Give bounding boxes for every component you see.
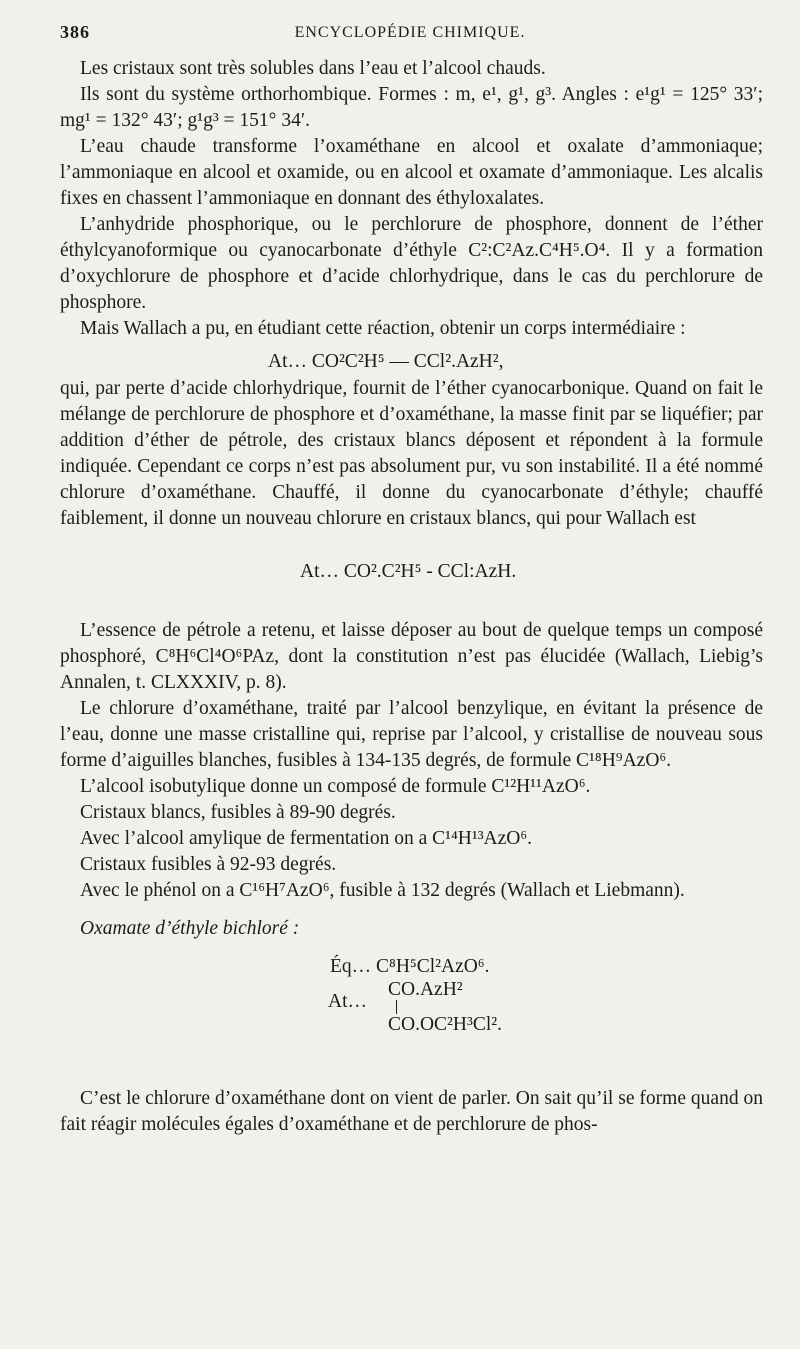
formula-bottom-group: CO.OC²H³Cl².: [388, 1014, 502, 1035]
paragraph: Les cristaux sont très solubles dans l’eau et l’alcool chauds.: [80, 58, 546, 79]
formula-intermediate: At… CO²C²H⁵ — CCl².AzH²,: [268, 351, 504, 372]
formula-wallach-chloride: At… CO².C²H⁵ - CCl:AzH.: [300, 561, 517, 582]
paragraph: L’alcool isobutylique donne un composé de formule C¹²H¹¹AzO⁶.: [80, 776, 591, 797]
formula-equivalent-line: Éq… C⁸H⁵Cl²AzO⁶.: [330, 956, 490, 977]
paragraph: Mais Wallach a pu, en étudiant cette réaction, obtenir un corps intermédiaire :: [80, 318, 686, 339]
paragraph: L’essence de pétrole a retenu, et laisse déposer au bout de quelque temps un composé phosphoré, C⁸H⁶Cl⁴O⁶PAz, dont la constitution n’est pas élucidée (Wallach, Liebig’s Annalen, t. CLXXXIV, p. 8).: [60, 620, 763, 693]
paragraph: Cristaux blancs, fusibles à 89-90 degrés.: [80, 802, 396, 823]
running-title: ENCYCLOPÉDIE CHIMIQUE.: [294, 24, 526, 41]
page-header: [60, 22, 760, 46]
page-body: [60, 56, 763, 1138]
section-heading: [60, 916, 763, 942]
paragraph: L’anhydride phosphorique, ou le perchlorure de phosphore, donnent de l’éther éthylcyanoformique ou cyanocarbonate d’éthyle C²:C²Az.C⁴H⁵.O⁴. Il y a formation d’oxychlorure de phosphore et d’acide chlorhydrique, dans le cas du perchlorure de phosphore.: [60, 214, 763, 313]
structural-formula: [60, 954, 763, 1052]
paragraph: L’eau chaude transforme l’oxaméthane en alcool et oxalate d’ammoniaque; l’ammoniaque en alcool et oxamide, ou en alcool et oxamate d’ammoniaque. Les alcalis fixes en chassent l’ammoniaque en donnant des éthyloxalates.: [60, 136, 763, 209]
page-number: 386: [60, 22, 90, 42]
paragraph: C’est le chlorure d’oxaméthane dont on vient de parler. On sait qu’il se forme quand on fait réagir molécules égales d’oxaméthane et de perchlorure de phos-: [60, 1088, 763, 1135]
paragraph: qui, par perte d’acide chlorhydrique, fournit de l’éther cyanocarbonique. Quand on fait le mélange de perchlorure de phosphore et d’oxaméthane, la masse finit par se liquéfier; par addition d’éther de pétrole, des cristaux blancs déposent et répondent à la formule indiquée. Cependant ce corps n’est pas absolument pur, vu son instabilité. Il a été nommé chlorure d’oxaméthane. Chauffé, il donne du cyanocarbonate d’éthyle; chauffé faiblement, il donne un nouveau chlorure en cristaux blancs, qui pour Wallach est: [60, 378, 763, 529]
paragraph: Ils sont du système orthorhombique. Formes : m, e¹, g¹, g³. Angles : e¹g¹ = 125° 33′; mg¹ = 132° 43′; g¹g³ = 151° 34′.: [60, 84, 763, 131]
formula-atomic-prefix: At…: [328, 991, 367, 1012]
paragraph: Avec l’alcool amylique de fermentation on a C¹⁴H¹³AzO⁶.: [80, 828, 533, 849]
formula-top-group: CO.AzH²: [388, 979, 463, 1000]
section-heading-text: Oxamate d’éthyle bichloré :: [80, 918, 300, 939]
paragraph: Avec le phénol on a C¹⁶H⁷AzO⁶, fusible à 132 degrés (Wallach et Liebmann).: [80, 880, 685, 901]
paragraph: Cristaux fusibles à 92-93 degrés.: [80, 854, 337, 875]
paragraph: Le chlorure d’oxaméthane, traité par l’alcool benzylique, en évitant la présence de l’eau, donne une masse cristalline qui, reprise par l’alcool, y cristallise de nouveau sous forme d’aiguilles blanches, fusibles à 134-135 degrés, de formule C¹⁸H⁹AzO⁶.: [60, 698, 763, 771]
